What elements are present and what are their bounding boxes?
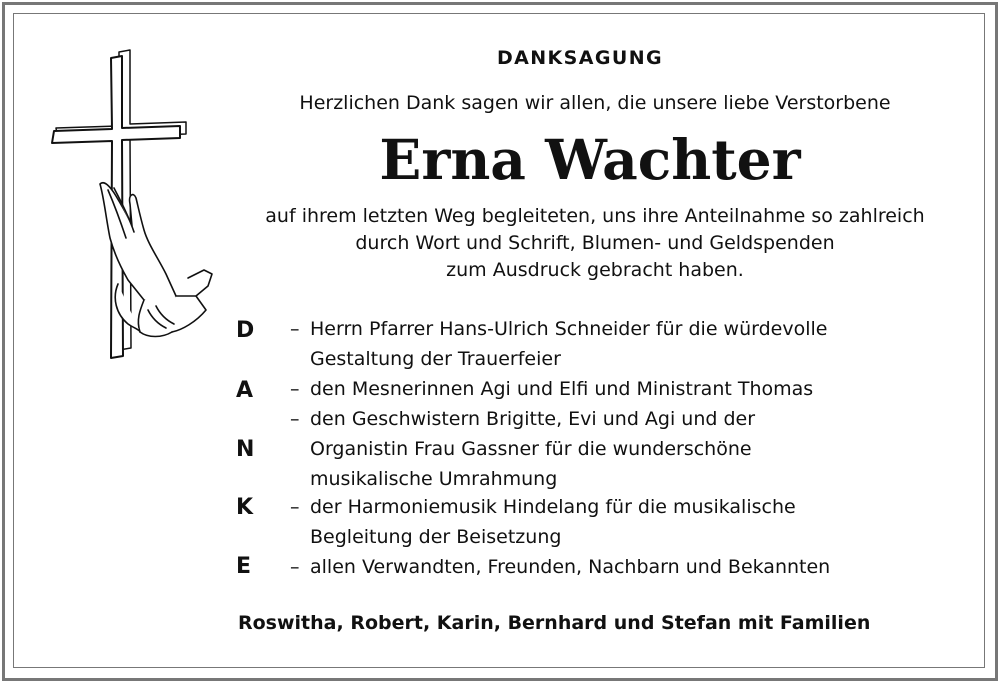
entry-dash: – [290, 496, 300, 518]
entry-dash: – [290, 408, 300, 430]
body-line: auf ihrem letzten Weg begleiteten, uns ihre Anteilnahme so zahlreich [265, 205, 925, 227]
thanks-paragraph [230, 203, 960, 284]
entry-text: den Mesnerinnen Agi und Elfi und Ministrant Thomas [310, 378, 814, 400]
entry-text: Herrn Pfarrer Hans-Ulrich Schneider für die würdevolle Gestaltung der Trauerfeier [310, 318, 828, 370]
acrostic-letter-a: A [236, 378, 254, 403]
intro-line: Herzlichen Dank sagen wir allen, die unsere liebe Verstorbene [299, 92, 891, 114]
entry-dash: – [290, 318, 300, 340]
cross-with-praying-hands-icon [48, 48, 218, 363]
entry-dash: – [290, 378, 300, 400]
body-line: zum Ausdruck gebracht haben. [446, 259, 744, 281]
signature: Roswitha, Robert, Karin, Bernhard und Stefan mit Familien [238, 612, 871, 634]
entry-dash: – [290, 556, 300, 578]
notice-title: DANKSAGUNG [496, 47, 663, 69]
deceased-name: Erna Wachter [379, 127, 801, 192]
acrostic-letter-d: D [236, 318, 255, 343]
thanks-entry [290, 404, 960, 494]
thanks-entry [290, 492, 960, 552]
thanks-entry [290, 314, 960, 374]
acrostic-letter-k: K [236, 495, 254, 520]
acrostic-letter-n: N [236, 437, 255, 462]
acrostic-letter-e: E [236, 554, 252, 579]
thanks-entry [290, 374, 960, 404]
entry-text: der Harmoniemusik Hindelang für die musikalische Begleitung der Beisetzung [310, 496, 796, 548]
body-line: durch Wort und Schrift, Blumen- und Geldspenden [355, 232, 835, 254]
thanks-entry [290, 552, 960, 582]
entry-text: allen Verwandten, Freunden, Nachbarn und Bekannten [310, 556, 831, 578]
entry-text: den Geschwistern Brigitte, Evi und Agi und der Organistin Frau Gassner für die wunderschöne musikalische Umrahmung [310, 408, 756, 490]
